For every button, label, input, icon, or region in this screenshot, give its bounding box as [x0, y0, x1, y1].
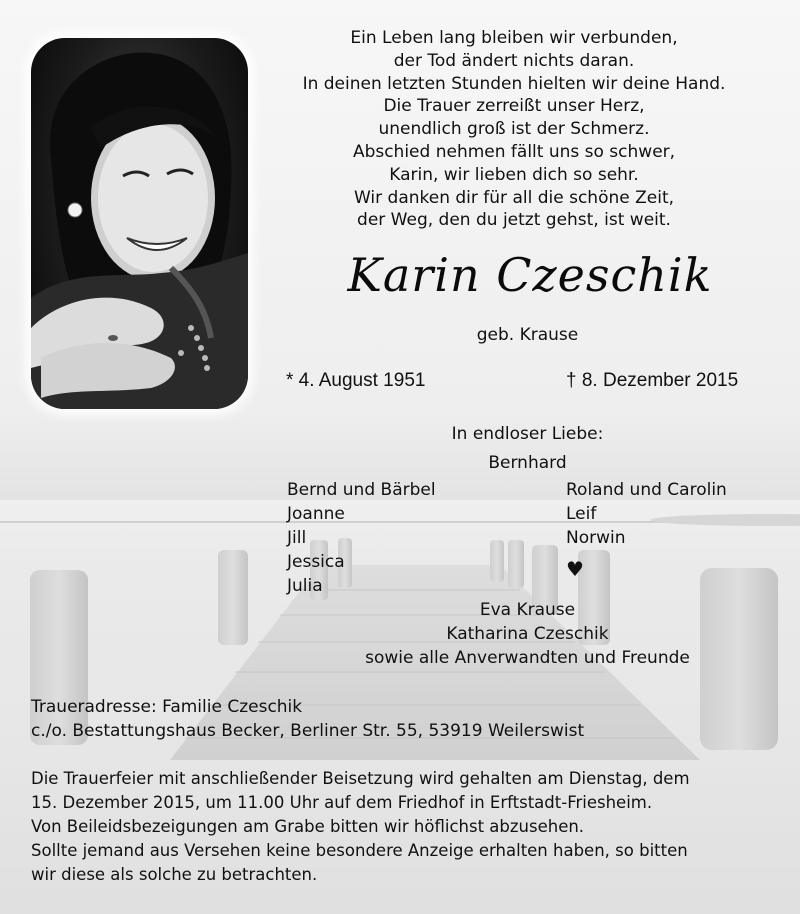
poem-line: Die Trauer zerreißt unser Herz, — [383, 96, 645, 117]
mourner-name: Norwin — [566, 528, 626, 548]
mourners-left-column — [287, 478, 436, 598]
address-line: c./o. Bestattungshaus Becker, Berliner Str. 55, 53919 Weilerswist — [31, 721, 585, 741]
ceremony-line: Sollte jemand aus Versehen keine besondere Anzeige erhalten haben, so bitten — [31, 841, 688, 860]
mourner-name: Jill — [287, 528, 307, 548]
portrait-photo — [31, 38, 248, 409]
address-line: Traueradresse: Familie Czeschik — [31, 697, 303, 717]
deceased-name: Karin Czeschik — [347, 248, 713, 302]
ceremony-line: Von Beileidsbezeigungen am Grabe bitten wir höflichst abzusehen. — [31, 817, 585, 836]
mourner-name: Jessica — [287, 552, 345, 572]
funeral-details — [31, 767, 776, 887]
spouse-name: Bernhard — [488, 453, 567, 473]
relatives-list — [290, 598, 765, 670]
mourner-name: Leif — [566, 504, 597, 524]
poem-line: Ein Leben lang bleiben wir verbunden, — [350, 28, 678, 48]
heart-icon: ♥ — [566, 557, 584, 581]
mourner-name: Bernd und Bärbel — [287, 480, 436, 500]
death-date: † 8. Dezember 2015 — [566, 370, 739, 391]
mourners-intro: In endloser Liebe: — [451, 424, 604, 444]
poem-line: der Tod ändert nichts daran. — [393, 50, 635, 71]
maiden-name: geb. Krause — [476, 325, 579, 345]
poem-line: Abschied nehmen fällt uns so schwer, — [352, 141, 676, 162]
mourner-name: Julia — [287, 576, 323, 596]
relative-name: Eva Krause — [479, 600, 576, 620]
poem-line: unendlich groß ist der Schmerz. — [378, 119, 650, 140]
portrait-illustration — [31, 38, 248, 409]
mourning-address — [31, 695, 584, 743]
birth-date: * 4. August 1951 — [286, 370, 426, 391]
mourners-right-column — [566, 478, 727, 550]
ceremony-line: wir diese als solche zu betrachten. — [31, 865, 318, 884]
ceremony-line: Die Trauerfeier mit anschließender Beisetzung wird gehalten am Dienstag, dem — [31, 769, 690, 788]
poem-line: In deinen letzten Stunden hielten wir deine Hand. — [302, 73, 726, 94]
relative-name: sowie alle Anverwandten und Freunde — [365, 648, 690, 668]
poem-line: der Weg, den du jetzt gehst, ist weit. — [357, 210, 671, 231]
relative-name: Katharina Czeschik — [446, 624, 609, 644]
ceremony-line: 15. Dezember 2015, um 11.00 Uhr auf dem Friedhof in Erftstadt-Friesheim. — [31, 793, 653, 812]
memorial-poem — [290, 27, 738, 232]
poem-line: Karin, wir lieben dich so sehr. — [389, 164, 639, 185]
mourner-name: Roland und Carolin — [566, 480, 727, 500]
poem-line: Wir danken dir für all die schöne Zeit, — [353, 187, 675, 208]
mourner-name: Joanne — [287, 504, 345, 524]
